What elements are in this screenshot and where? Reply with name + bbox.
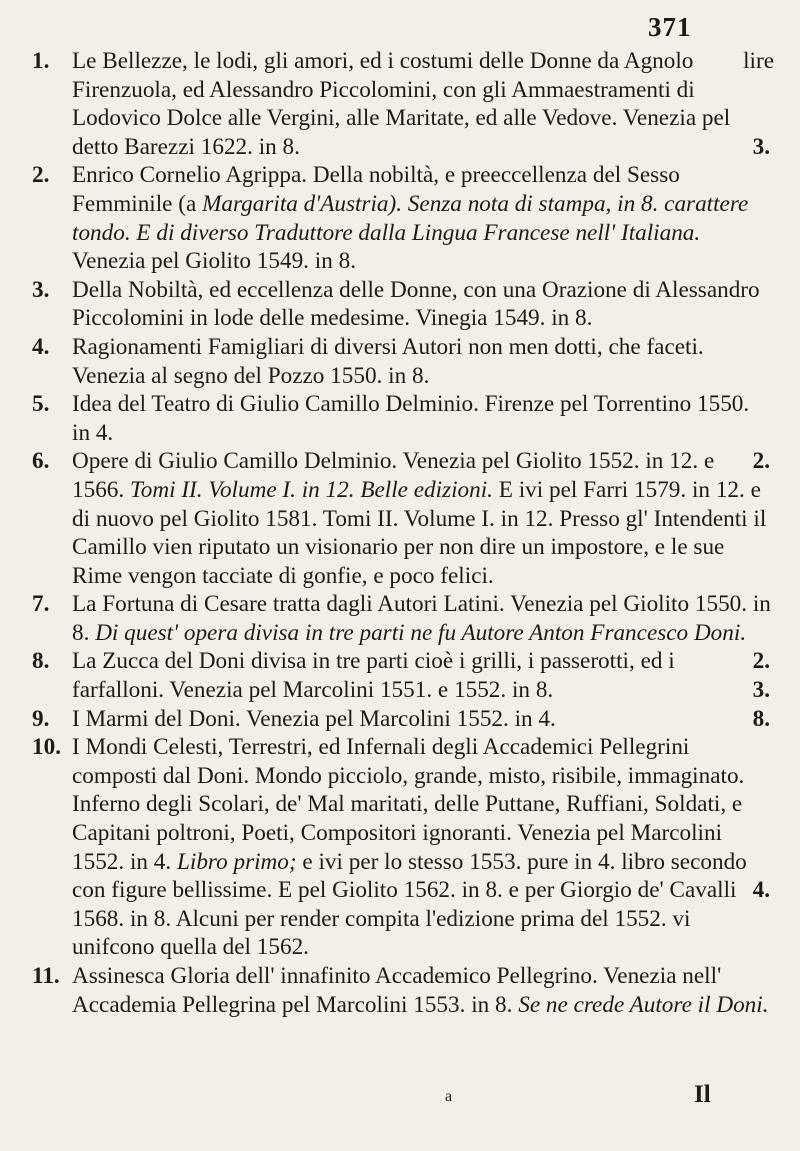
entry-number: 8.: [32, 648, 50, 675]
entry-price: 4.: [752, 877, 770, 904]
entry-text: La Fortuna di Cesare tratta dagli Autori Latini. Venezia pel Giolito 1550. in 8.: [72, 591, 771, 646]
catalogue-entry-6: [32, 447, 772, 590]
entry-number: 2.: [32, 162, 50, 189]
catalogue-entry-7: [32, 590, 772, 675]
entry-text: Idea del Teatro di Giulio Camillo Delminio. Firenze pel Torrentino 1550. in 4.: [72, 391, 750, 446]
entry-number: 9.: [32, 705, 50, 732]
entry-text: Opere di Giulio Camillo Delminio. Venezia pel Giolito 1552. in 12. e 1566.: [72, 448, 715, 503]
entry-italic-note: Di quest' opera divisa in tre parti ne fu Autore Anton Francesco Doni.: [95, 619, 747, 646]
entry-continuation: e ivi per lo stesso 1553. pure in 4. libro secondo con figure bellissime. E pel Giolito 1562. in 8. e per Giorgio de' Cavalli 1568. in 8. Alcuni per render compita l'edizione prima del 1552. vi unifcono quella del 1562.: [72, 848, 747, 961]
entry-text: Enrico Cornelio Agrippa. Della nobiltà, e preeccellenza del Sesso Femminile (a: [72, 162, 680, 217]
catalogue-entry-8: [32, 647, 772, 704]
entry-text: Assinesca Gloria dell' innafinito Accademico Pellegrino. Venezia nell' Accademia Pellegrina pel Marcolini 1553. in 8.: [72, 963, 722, 1018]
catalogue-entry-4: [32, 333, 772, 390]
catalogue-entry-10: [32, 733, 772, 962]
catalogue-entry-1: [32, 47, 772, 161]
catchword: Il: [694, 1081, 711, 1108]
entry-number: 6.: [32, 448, 50, 475]
catalogue-entry-2: [32, 161, 772, 275]
entry-price: 8.: [752, 705, 770, 732]
catalogue-entry-9: [32, 705, 772, 734]
entry-number: 1.: [32, 48, 50, 74]
page-number: 371: [648, 12, 692, 42]
entry-text: La Zucca del Doni divisa in tre parti cioè i grilli, i passerotti, ed i farfalloni. Venezia pel Marcolini 1551. e 1552. in 8.: [72, 648, 675, 704]
entry-number: 4.: [32, 333, 50, 360]
entry-number: 7.: [32, 591, 50, 618]
entry-price: 3.: [752, 677, 770, 704]
entry-text: Della Nobiltà, ed eccellenza delle Donne, con una Orazione di Alessandro Piccolomini in lode delle medesime. Vinegia 1549. in 8.: [72, 276, 760, 332]
entry-number: 3.: [32, 276, 50, 303]
catalogue-entry-11: [32, 962, 772, 1019]
entry-price: 3.: [752, 134, 770, 160]
entry-text: I Marmi del Doni. Venezia pel Marcolini 1552. in 4.: [72, 705, 556, 732]
catalogue-entry-5: [32, 390, 772, 447]
signature-mark: a: [445, 1088, 453, 1105]
entry-text: Le Bellezze, le lodi, gli amori, ed i costumi delle Donne da Agnolo Firenzuola, ed Alessandro Piccolomini, con gli Ammaestramenti di Lodovico Dolce alle Vergini, alle Maritate, ed alle Vedove. Venezia pel detto Barezzi 1622. in 8.: [72, 48, 731, 160]
entry-italic-note: Margarita d'Austria). Senza nota di stampa, in 8. carattere tondo. E di diverso Traduttore dalla Lingua Francese nell' Italiana.: [72, 190, 749, 246]
entry-text: Ragionamenti Famigliari di diversi Autori non men dotti, che faceti. Venezia al segno del Pozzo 1550. in 8.: [72, 333, 704, 389]
entry-number: 5.: [32, 391, 50, 418]
entry-price: 2.: [752, 648, 770, 675]
entry-price: 2.: [752, 448, 770, 475]
entry-imprint: Venezia pel Giolito 1549. in 8.: [72, 248, 356, 275]
entry-text: I Mondi Celesti, Terrestri, ed Infernali degli Accademici Pellegrini composti dal Doni. Mondo picciolo, grande, misto, risibile, immaginato. Inferno degli Scolari, de' Mal maritati, delle Puttane, Ruffiani, Soldati, e Capitani poltroni, Poeti, Compositori ignoranti. Venezia pel Marcolini 1552. in 4.: [72, 734, 745, 875]
entry-continuation: E ivi pel Farri 1579. in 12. e di nuovo pel Giolito 1581. Tomi II. Volume I. in 12. Presso gl' Intendenti il Camillo vien riputato un visionario per non dire un impostore, e le sue Rime vengon tacciate di gonfie, e poco felici.: [72, 476, 767, 589]
lire-column-heading: lire: [743, 48, 774, 74]
entry-italic-note: Tomi II. Volume I. in 12. Belle edizioni.: [129, 476, 493, 503]
entry-italic-note: Libro primo;: [177, 848, 297, 875]
catalogue-entries: [32, 47, 772, 1019]
entry-italic-note: Se ne crede Autore il Doni.: [518, 991, 769, 1018]
entry-number: 10.: [32, 734, 61, 761]
entry-number: 11.: [32, 963, 60, 989]
catalogue-entry-3: [32, 276, 772, 333]
